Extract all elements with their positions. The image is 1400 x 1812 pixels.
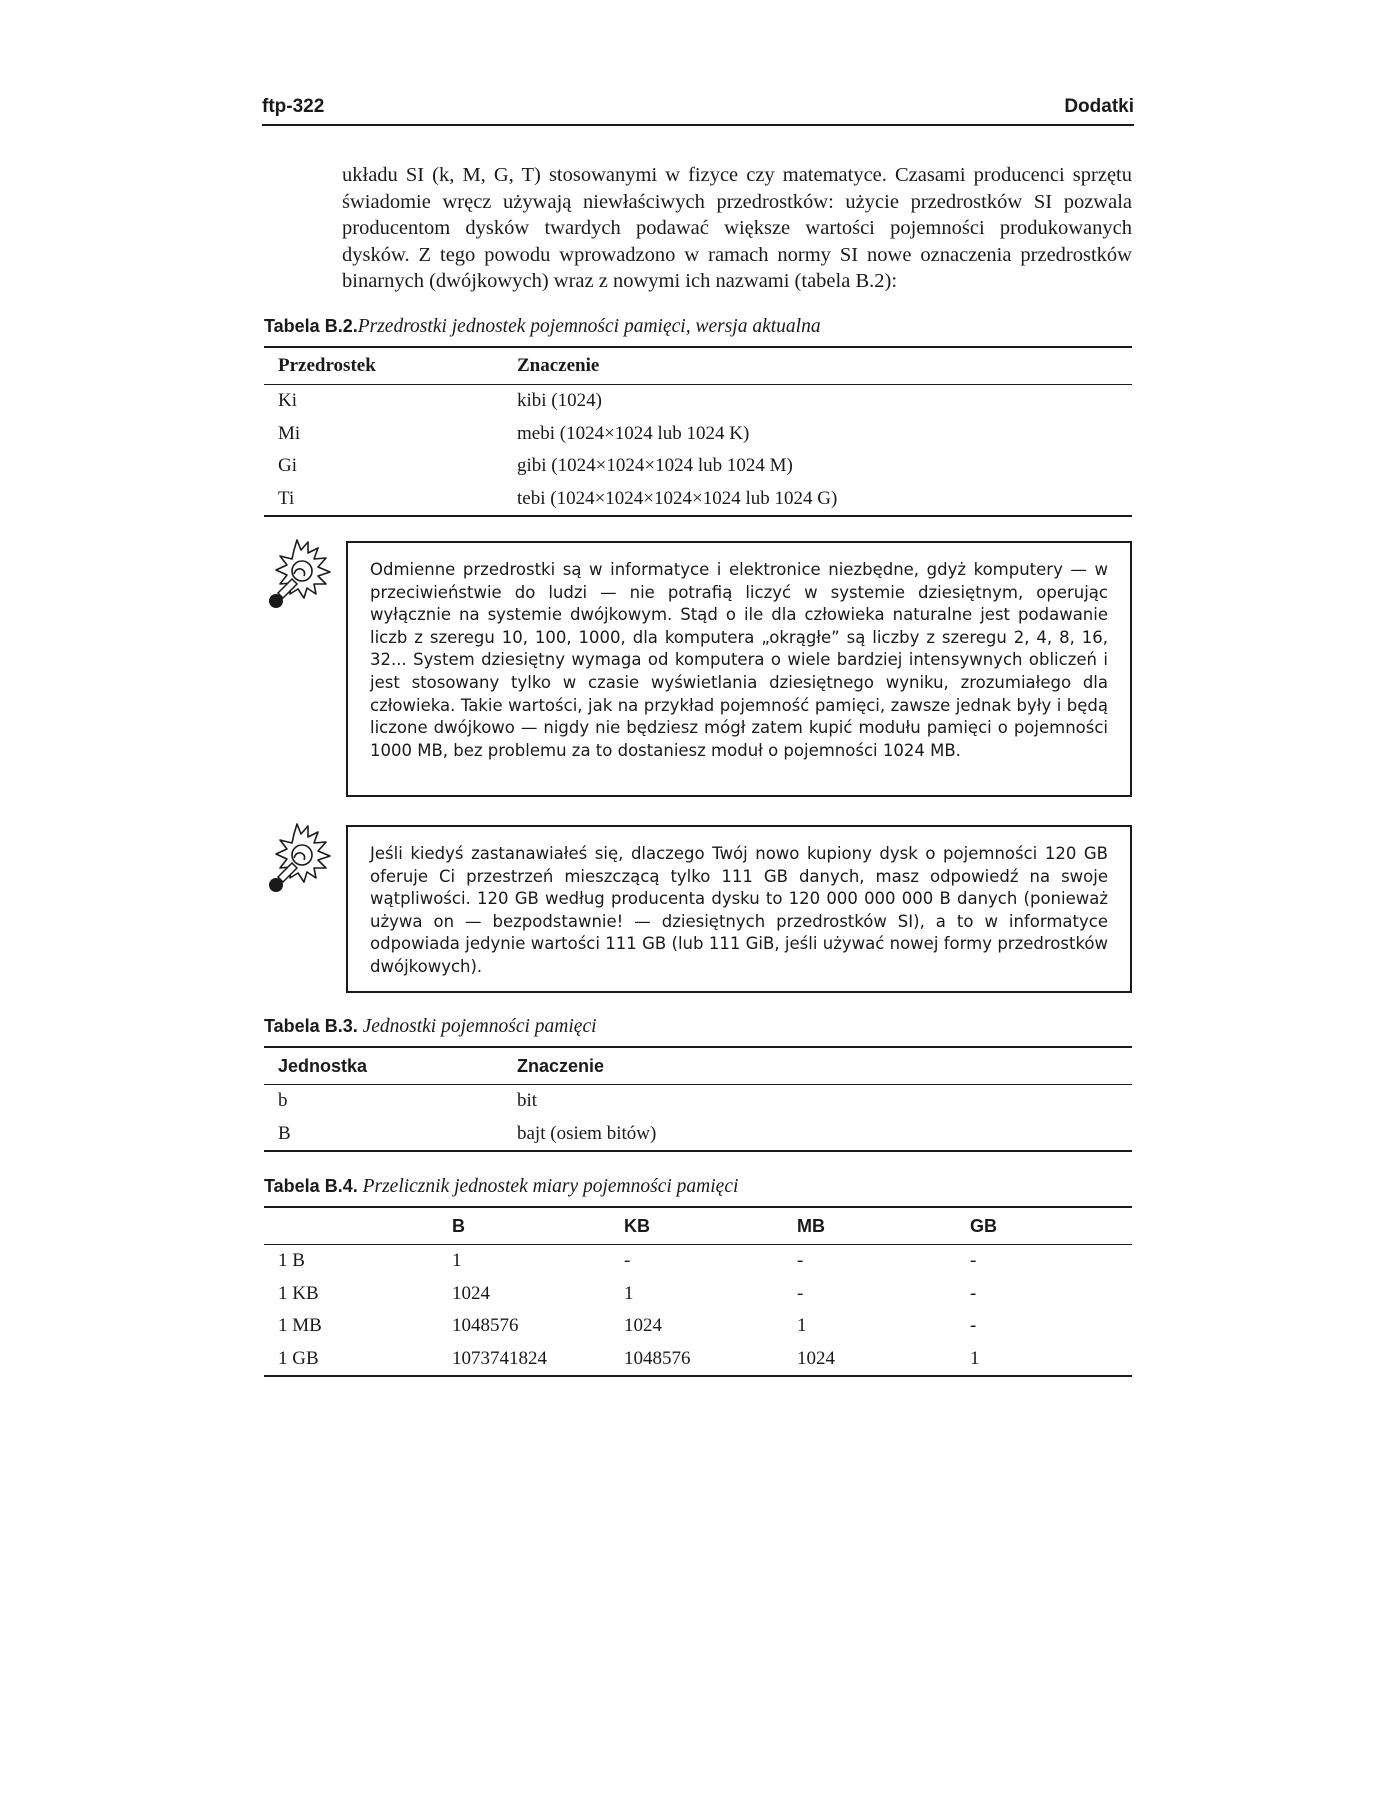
column-header: Znaczenie <box>517 347 1132 385</box>
intro-paragraph: układu SI (k, M, G, T) stosowanymi w fizyce czy matematyce. Czasami producenci sprzętu świadomie wręcz używają niewłaściwych przedrostków: użycie przedrostków SI pozwala producentom dysków twardych podawać większe wartości pojemności produkowanych dysków. Z tego powodu wprowadzono w ramach normy SI nowe oznaczenia przedrostków binarnych (dwójkowych) wraz z nowymi ich nazwami (tabela B.2): <box>342 164 1132 292</box>
table-row <box>264 1085 1132 1118</box>
table-cell: b <box>278 1090 288 1112</box>
table-cell: B <box>278 1122 291 1144</box>
caption-text: Przelicznik jednostek miary pojemności pamięci <box>362 1176 739 1197</box>
column-header: Przedrostek <box>264 347 517 385</box>
note-box <box>346 825 1132 993</box>
table-row <box>264 418 1132 451</box>
table-cell: - <box>970 1250 977 1272</box>
table-cell: 1 <box>797 1315 807 1337</box>
table-cell: Ki <box>278 390 297 412</box>
table-cell: - <box>797 1282 804 1304</box>
page-header <box>262 96 1134 126</box>
column-header: MB <box>797 1207 970 1245</box>
table-b3-caption <box>264 1016 597 1038</box>
table-cell: - <box>624 1250 631 1272</box>
column-header: KB <box>624 1207 797 1245</box>
table-b4 <box>264 1206 1132 1377</box>
table-row <box>264 1278 1132 1311</box>
table-cell: 1 B <box>278 1250 305 1272</box>
caption-label: Tabela B.3. <box>264 1016 358 1036</box>
table-cell: 1024 <box>452 1282 490 1304</box>
table-b2 <box>264 346 1132 517</box>
table-cell: 1048576 <box>452 1315 519 1337</box>
table-row <box>264 1310 1132 1343</box>
table-header-row <box>264 1207 1132 1245</box>
table-row <box>264 1118 1132 1152</box>
table-cell: gibi (1024×1024×1024 lub 1024 M) <box>517 455 793 477</box>
table-cell: 1024 <box>624 1315 662 1337</box>
lightbulb-idea-icon <box>264 538 334 614</box>
chapter-title: Dodatki <box>1064 96 1134 117</box>
table-cell: Gi <box>278 455 297 477</box>
note-text: Jeśli kiedyś zastanawiałeś się, dlaczego Twój nowo kupiony dysk o pojemności 120 GB oferuje Ci przestrzeń mieszczącą tylko 111 GB danych, masz odpowiedź na swoje wątpliwości. 120 GB według producenta dysku to 120 000 000 000 B danych (ponieważ używa on — bezpodstawnie! — dziesiętnych przedrostków SI), a to w informatyce odpowiada jedynie wartości 111 GB (lub 111 GiB, jeśli używać nowej formy przedrostków dwójkowych). <box>370 844 1108 976</box>
table-cell: Ti <box>278 487 295 509</box>
table-cell: tebi (1024×1024×1024×1024 lub 1024 G) <box>517 487 838 509</box>
caption-label: Tabela B.2. <box>264 316 358 336</box>
column-header: Jednostka <box>264 1047 517 1085</box>
caption-text: Jednostki pojemności pamięci <box>362 1016 597 1037</box>
table-cell: - <box>970 1282 977 1304</box>
table-cell: 1 <box>452 1250 462 1272</box>
lightbulb-idea-icon <box>264 822 334 898</box>
table-cell: bit <box>517 1090 538 1112</box>
column-header: Znaczenie <box>517 1047 1132 1085</box>
table-b4-caption <box>264 1176 738 1198</box>
caption-text: Przedrostki jednostek pojemności pamięci, wersja aktualna <box>357 316 821 337</box>
table-header-row <box>264 1047 1132 1085</box>
table-row <box>264 450 1132 483</box>
table-cell: kibi (1024) <box>517 390 602 412</box>
table-header-row <box>264 347 1132 385</box>
table-row <box>264 1343 1132 1377</box>
column-header: GB <box>970 1207 1132 1245</box>
table-cell: 1 KB <box>278 1282 319 1304</box>
table-cell: mebi (1024×1024 lub 1024 K) <box>517 422 750 444</box>
table-b2-caption <box>264 316 821 338</box>
table-cell: 1 <box>970 1347 980 1369</box>
page-number: ftp-322 <box>262 96 325 117</box>
table-row <box>264 1245 1132 1278</box>
table-cell: Mi <box>278 422 301 444</box>
table-cell: 1 GB <box>278 1347 319 1369</box>
table-cell: 1073741824 <box>452 1347 547 1369</box>
note-box <box>346 541 1132 797</box>
table-cell: bajt (osiem bitów) <box>517 1122 657 1144</box>
table-row <box>264 385 1132 418</box>
table-cell: 1024 <box>797 1347 835 1369</box>
table-cell: 1048576 <box>624 1347 691 1369</box>
note-text: Odmienne przedrostki są w informatyce i elektronice niezbędne, gdyż komputery — w przeciwieństwie do ludzi — nie potrafią liczyć w systemie dziesiętnym, operując wyłącznie na systemie dwójkowym. Stąd o ile dla człowieka naturalne jest podawanie liczb z szeregu 10, 100, 1000, dla komputera „okrągłe” są liczby z szeregu 2, 4, 8, 16, 32... System dziesiętny wymaga od komputera o wiele bardziej intensywnych obliczeń i jest stosowany tylko w czasie wyświetlania dziesiętnego wyniku, zrozumiałego dla człowieka. Takie wartości, jak na przykład pojemność pamięci, zawsze jednak były i będą liczone dwójkowo — nigdy nie będziesz mógł zatem kupić modułu pamięci o pojemności 1000 MB, bez problemu za to dostaniesz moduł o pojemności 1024 MB. <box>370 560 1108 760</box>
caption-label: Tabela B.4. <box>264 1176 358 1196</box>
table-cell: - <box>970 1315 977 1337</box>
column-header: B <box>452 1207 624 1245</box>
table-b3 <box>264 1046 1132 1152</box>
table-cell: 1 <box>624 1282 634 1304</box>
table-cell: 1 MB <box>278 1315 322 1337</box>
table-row <box>264 483 1132 517</box>
table-cell: - <box>797 1250 804 1272</box>
column-header <box>264 1207 452 1245</box>
